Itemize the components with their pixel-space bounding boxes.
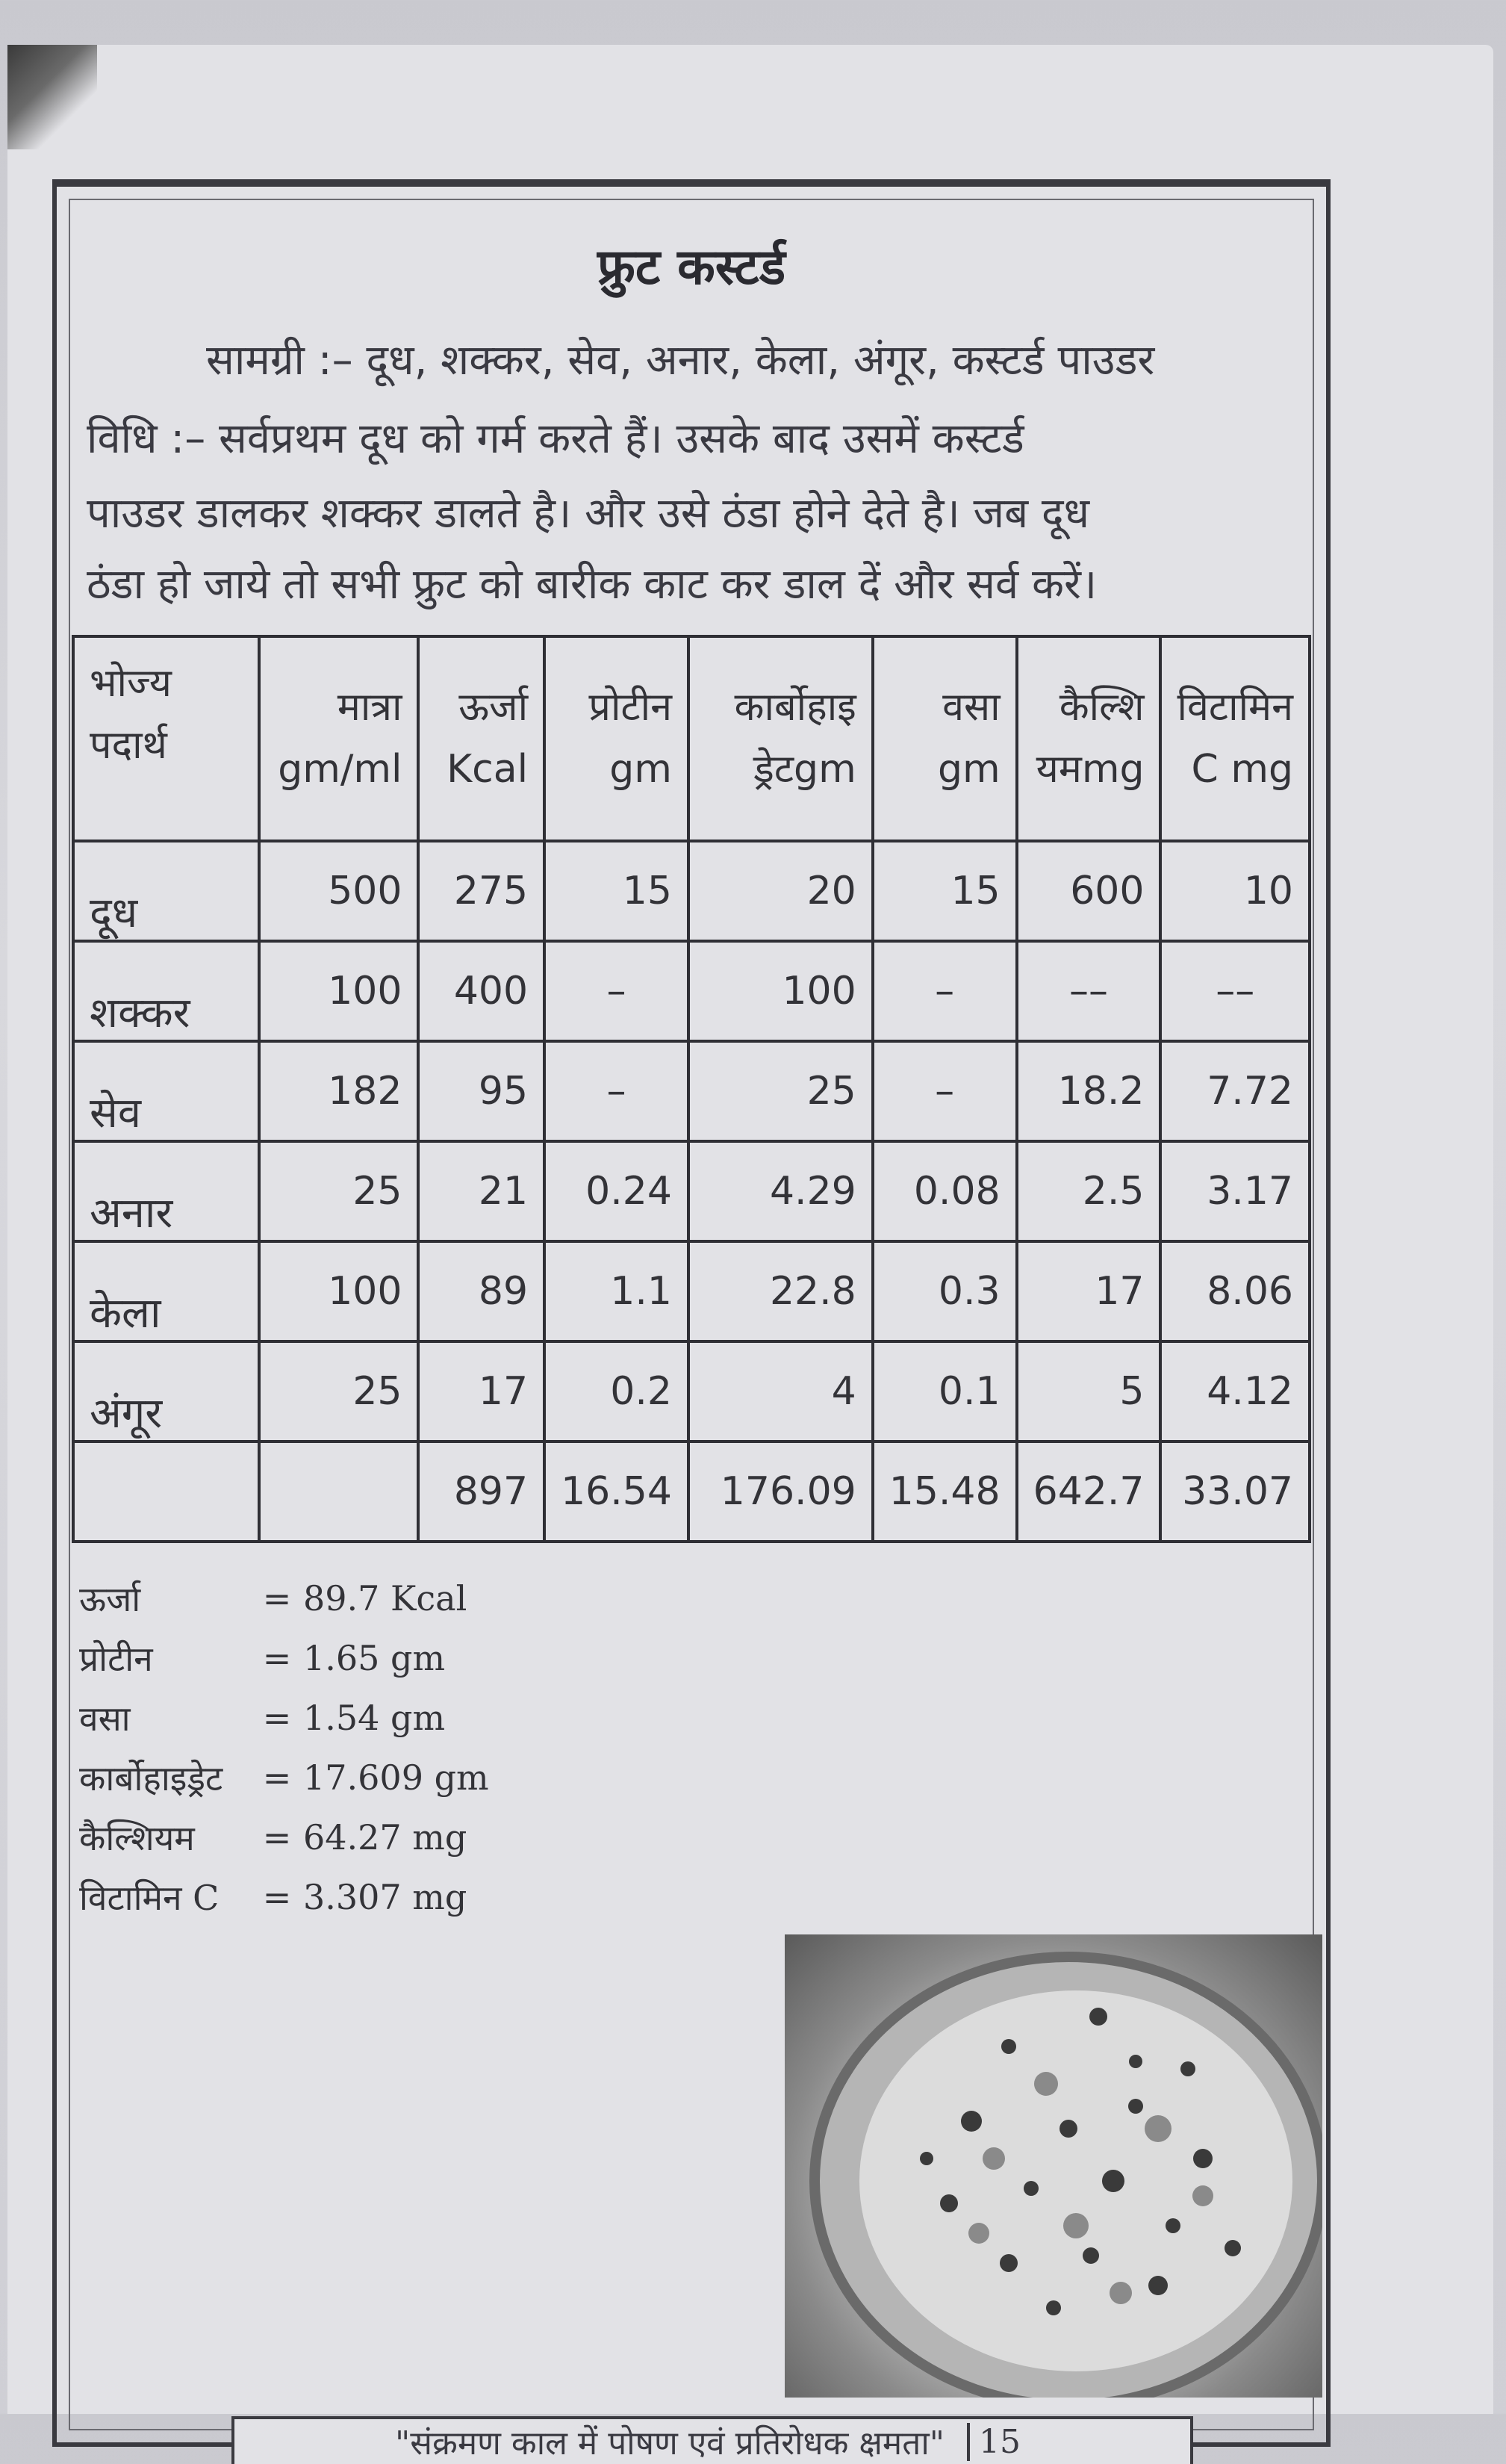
header-quantity: मात्रा gm/ml — [259, 636, 418, 841]
header-calcium: कैल्शि यमmg — [1017, 636, 1161, 841]
table-row: सेव 182 95 – 25 – 18.2 7.72 — [73, 1041, 1310, 1141]
table-row: अनार 25 21 0.24 4.29 0.08 2.5 3.17 — [73, 1141, 1310, 1241]
nutrition-table — [72, 635, 1311, 1543]
recipe-title: फ्रुट कस्टर्ड — [597, 238, 786, 296]
recipe-frame — [52, 179, 1331, 2447]
table-row: दूध 500 275 15 20 15 600 10 — [73, 841, 1310, 941]
table-row: केला 100 89 1.1 22.8 0.3 17 8.06 — [73, 1241, 1310, 1341]
summary-row: वसा = 1.54 gm — [79, 1698, 446, 1739]
nutrition-summary — [79, 1568, 489, 1927]
book-page — [7, 45, 1493, 2463]
summary-row: विटामिन C = 3.307 mg — [79, 1877, 467, 1918]
method-line-2: पाउडर डालकर शक्कर डालते है। और उसे ठंडा होने देते है। जब दूध — [87, 489, 1090, 538]
header-food-item: भोज्य पदार्थ — [73, 636, 259, 841]
table-total-row: 897 16.54 176.09 15.48 642.7 33.07 — [73, 1442, 1310, 1542]
method-line-1: विधि :– सर्वप्रथम दूध को गर्म करते हैं। उसके बाद उसमें कस्टर्ड — [87, 415, 1024, 463]
page-footer — [231, 2416, 1193, 2464]
header-energy: ऊर्जा Kcal — [418, 636, 544, 841]
fruit-custard-bowl-photo — [785, 1934, 1322, 2398]
summary-row: कार्बोहाइड्रेट = 17.609 gm — [79, 1757, 489, 1799]
summary-row: कैल्शियम = 64.27 mg — [79, 1817, 467, 1858]
fruit-custard-photo — [785, 1934, 1322, 2398]
summary-row: ऊर्जा = 89.7 Kcal — [79, 1578, 467, 1619]
header-fat: वसा gm — [873, 636, 1017, 841]
table-header-row — [73, 636, 1310, 841]
page-shadow — [7, 45, 97, 149]
footer-book-title: "संक्रमण काल में पोषण एवं प्रतिरोधक क्षमता" — [395, 2424, 945, 2463]
table-row: शक्कर 100 400 – 100 – –– –– — [73, 941, 1310, 1041]
header-vitamin-c: विटामिन C mg — [1160, 636, 1310, 841]
ingredients-text: सामग्री :– दूध, शक्कर, सेव, अनार, केला, अंगूर, कस्टर्ड पाउडर — [206, 336, 1155, 385]
page-number: 15 — [967, 2423, 1030, 2461]
table-row: अंगूर 25 17 0.2 4 0.1 5 4.12 — [73, 1341, 1310, 1442]
summary-row: प्रोटीन = 1.65 gm — [79, 1638, 446, 1679]
method-line-3: ठंडा हो जाये तो सभी फ्रुट को बारीक काट कर डाल दें और सर्व करें। — [87, 560, 1098, 609]
header-protein: प्रोटीन gm — [544, 636, 688, 841]
header-carbohydrate: कार्बोहाइ ड्रेटgm — [688, 636, 873, 841]
